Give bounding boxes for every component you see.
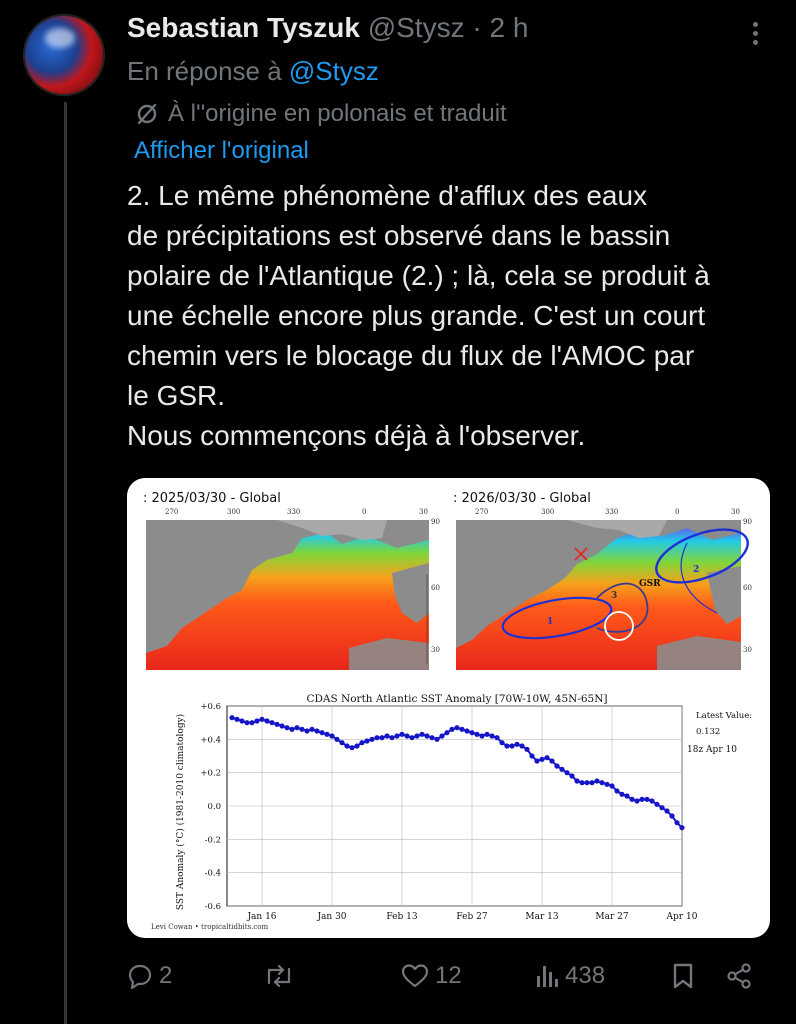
tweet-text-line: le GSR.: [127, 380, 226, 411]
chart-data-point: [304, 728, 309, 733]
reply-icon: [127, 963, 153, 989]
map-tick-label: 270: [165, 508, 179, 516]
chart-data-point: [514, 742, 519, 747]
chart-data-point: [589, 780, 594, 785]
map-lat-label: 60: [743, 584, 752, 592]
chart-data-point: [654, 802, 659, 807]
bookmark-icon: [671, 962, 695, 990]
chart-data-point: [679, 825, 684, 830]
map-tick-label: 0: [675, 508, 680, 516]
map-annotation: 1: [547, 617, 554, 627]
map-tick-label: 300: [541, 508, 555, 516]
translation-note: [134, 100, 507, 128]
chart-data-point: [374, 735, 379, 740]
chart-data-point: [579, 780, 584, 785]
map-tick-label: 330: [287, 508, 301, 516]
chart-data-point: [644, 797, 649, 802]
chart-data-point: [469, 730, 474, 735]
chart-data-point: [609, 783, 614, 788]
tweet-text-line: 2. Le même phénomène d'afflux des eaux: [127, 180, 648, 211]
chart-data-point: [499, 740, 504, 745]
map-title: : 2025/03/30 - Global: [143, 491, 281, 506]
tweet-text-line: une échelle encore plus grande. C'est un court: [127, 300, 706, 331]
map-lat-label: 60: [431, 584, 440, 592]
chart-data-point: [399, 732, 404, 737]
chart-xtick-label: Feb 27: [456, 912, 488, 922]
map-lat-label: 30: [431, 646, 440, 654]
chart-latest-value: 0.132: [696, 727, 721, 737]
chart-data-point: [409, 735, 414, 740]
share-icon: [725, 962, 753, 990]
tweet-actions: [127, 956, 767, 996]
author-handle[interactable]: @Stysz: [367, 12, 465, 43]
tweet-media-image[interactable]: [127, 478, 770, 938]
chart-data-point: [454, 725, 459, 730]
chart-data-point: [659, 805, 664, 810]
retweet-button[interactable]: [263, 956, 301, 996]
chart-data-point: [429, 735, 434, 740]
heart-icon: [401, 963, 429, 989]
sst-anomaly-chart: [151, 693, 752, 931]
chart-ytick-label: +0.6: [200, 702, 221, 712]
chart-data-point: [564, 770, 569, 775]
chart-data-point: [314, 728, 319, 733]
chart-data-point: [309, 727, 314, 732]
chart-data-point: [414, 733, 419, 738]
chart-data-point: [544, 755, 549, 760]
reply-prefix: En réponse à: [127, 56, 282, 86]
reply-count: 2: [159, 962, 173, 989]
chart-data-point: [394, 733, 399, 738]
chart-data-point: [664, 808, 669, 813]
chart-data-point: [439, 733, 444, 738]
map-tick-label: 30: [419, 508, 428, 516]
tweet-text-line: Nous commençons déjà à l'observer.: [127, 420, 586, 451]
like-button[interactable]: [401, 956, 462, 996]
chart-data-point: [419, 732, 424, 737]
chart-data-point: [599, 780, 604, 785]
map-lat-label: 90: [743, 518, 752, 526]
chart-data-point: [324, 732, 329, 737]
map-tick-label: 300: [227, 508, 241, 516]
chart-data-point: [434, 737, 439, 742]
chart-data-point: [639, 797, 644, 802]
chart-data-point: [524, 747, 529, 752]
chart-data-point: [229, 715, 234, 720]
chart-data-point: [279, 723, 284, 728]
chart-ytick-label: -0.6: [204, 902, 221, 912]
chart-data-point: [294, 725, 299, 730]
chart-xtick-label: Mar 13: [525, 912, 559, 922]
chart-data-point: [494, 735, 499, 740]
chart-data-point: [529, 753, 534, 758]
chart-data-point: [509, 743, 514, 748]
chart-data-point: [284, 725, 289, 730]
sst-map-2026: [453, 491, 755, 670]
tweet-header: [127, 12, 528, 44]
map-annotation: GSR: [639, 579, 661, 589]
chart-data-point: [344, 743, 349, 748]
more-options-button[interactable]: [740, 18, 770, 48]
view-count: 438: [565, 962, 606, 989]
chart-data-point: [334, 737, 339, 742]
chart-data-point: [554, 763, 559, 768]
chart-data-point: [604, 782, 609, 787]
chart-data-point: [289, 727, 294, 732]
chart-data-point: [384, 733, 389, 738]
analytics-icon: [535, 963, 559, 989]
chart-data-point: [239, 718, 244, 723]
chart-data-point: [274, 722, 279, 727]
chart-data-point: [619, 792, 624, 797]
more-dot-icon: [753, 40, 758, 45]
chart-data-point: [594, 778, 599, 783]
like-count: 12: [435, 962, 462, 989]
author-name[interactable]: Sebastian Tyszuk: [127, 12, 360, 43]
chart-data-point: [549, 758, 554, 763]
translation-note-text: À l''origine en polonais et traduit: [168, 100, 507, 127]
reply-mention-link[interactable]: @Stysz: [288, 56, 379, 86]
chart-latest-label: Latest Value:: [696, 711, 753, 721]
chart-data-point: [339, 740, 344, 745]
chart-data-point: [614, 788, 619, 793]
more-dot-icon: [753, 22, 758, 27]
chart-ytick-label: +0.2: [200, 768, 221, 779]
chart-ytick-label: -0.4: [204, 868, 221, 879]
chart-data-point: [629, 797, 634, 802]
chart-data-point: [329, 733, 334, 738]
more-dot-icon: [753, 31, 758, 36]
chart-data-point: [249, 720, 254, 725]
chart-xtick-label: Apr 10: [666, 912, 698, 922]
map-annotation: 3: [611, 591, 618, 601]
chart-data-point: [299, 727, 304, 732]
chart-title: CDAS North Atlantic SST Anomaly [70W-10W, 45N-65N]: [306, 693, 608, 705]
chart-ylabel: SST Anomaly (°C) (1981-2010 climatology): [176, 713, 186, 911]
reply-button[interactable]: [127, 956, 172, 996]
chart-data-point: [264, 718, 269, 723]
tweet-text-line: chemin vers le blocage du flux de l'AMOC par: [127, 340, 695, 371]
chart-ytick-label: 0.0: [207, 802, 221, 812]
chart-data-point: [349, 745, 354, 750]
chart-data-point: [519, 743, 524, 748]
chart-xtick-label: Jan 16: [247, 912, 277, 922]
tweet-text-line: polaire de l'Atlantique (2.) ; là, cela se produit à: [127, 260, 710, 291]
chart-credit: Levi Cowan • tropicaltidbits.com: [151, 923, 269, 931]
chart-data-point: [674, 820, 679, 825]
chart-xtick-label: Jan 30: [317, 912, 347, 922]
chart-data-point: [474, 732, 479, 737]
chart-data-point: [444, 730, 449, 735]
chart-data-point: [584, 780, 589, 785]
map-tick-label: 330: [605, 508, 619, 516]
chart-data-point: [649, 798, 654, 803]
chart-data-point: [259, 717, 264, 722]
chart-data-point: [489, 733, 494, 738]
map-tick-label: 270: [475, 508, 489, 516]
chart-data-point: [539, 757, 544, 762]
map-annotation: 2: [693, 565, 700, 575]
sst-map-2025: [143, 491, 440, 670]
bookmark-button[interactable]: [671, 956, 695, 996]
chart-data-point: [459, 727, 464, 732]
chart-valid-time: 18z Apr 10: [687, 745, 737, 755]
chart-xtick-label: Mar 27: [595, 912, 629, 922]
chart-data-point: [254, 718, 259, 723]
chart-data-point: [244, 720, 249, 725]
chart-ytick-label: -0.2: [204, 835, 221, 846]
chart-data-point: [464, 728, 469, 733]
chart-data-point: [269, 720, 274, 725]
tweet-text: [127, 176, 777, 456]
map-tick-label: 30: [731, 508, 740, 516]
chart-data-point: [559, 767, 564, 772]
thread-line: [64, 102, 67, 1024]
chart-data-point: [504, 743, 509, 748]
chart-xtick-label: Feb 13: [386, 912, 418, 922]
avatar[interactable]: [23, 14, 105, 96]
chart-data-point: [449, 727, 454, 732]
chart-data-point: [484, 732, 489, 737]
chart-data-point: [534, 758, 539, 763]
share-button[interactable]: [725, 956, 753, 996]
chart-data-point: [669, 813, 674, 818]
chart-data-point: [359, 740, 364, 745]
show-original-link[interactable]: Afficher l'original: [134, 137, 309, 164]
tweet-text-line: de précipitations est observé dans le bassin: [127, 220, 671, 251]
chart-data-point: [319, 730, 324, 735]
chart-data-point: [354, 743, 359, 748]
separator-dot: ·: [472, 12, 482, 43]
translate-icon: [134, 101, 160, 127]
chart-data-point: [479, 733, 484, 738]
chart-data-point: [569, 773, 574, 778]
chart-ytick-label: +0.4: [200, 735, 221, 746]
chart-data-point: [369, 737, 374, 742]
reply-context: [127, 56, 379, 87]
chart-data-point: [379, 735, 384, 740]
map-title: : 2026/03/30 - Global: [453, 491, 591, 506]
media-figure: [127, 478, 770, 938]
chart-data-point: [624, 793, 629, 798]
chart-data-point: [574, 778, 579, 783]
map-lat-label: 30: [743, 646, 752, 654]
chart-data-point: [389, 735, 394, 740]
chart-data-point: [404, 733, 409, 738]
views-button[interactable]: [535, 956, 605, 996]
map-lat-label: 90: [431, 518, 440, 526]
chart-data-point: [424, 733, 429, 738]
chart-data-point: [364, 738, 369, 743]
retweet-icon: [263, 963, 295, 989]
chart-data-point: [234, 717, 239, 722]
tweet-time[interactable]: 2 h: [489, 12, 529, 43]
chart-data-point: [634, 798, 639, 803]
map-tick-label: 0: [362, 508, 367, 516]
